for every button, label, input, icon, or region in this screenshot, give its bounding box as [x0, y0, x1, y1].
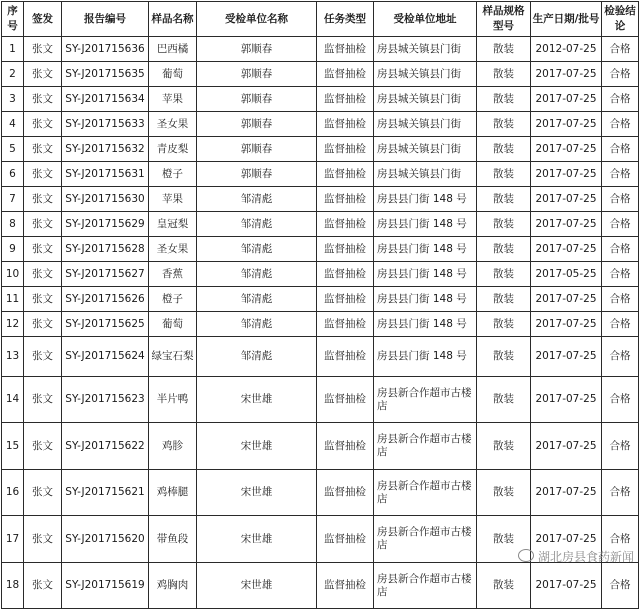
cell-sample: 圣女果: [149, 112, 197, 137]
cell-address: 房县县门街 148 号: [374, 212, 477, 237]
cell-spec: 散装: [477, 563, 531, 609]
cell-address: 房县县门街 148 号: [374, 312, 477, 337]
cell-issuer: 张文: [24, 212, 62, 237]
header-address: 受检单位地址: [374, 2, 477, 37]
cell-no: 5: [2, 137, 24, 162]
cell-date: 2017-07-25: [531, 237, 602, 262]
cell-address: 房县城关镇县门街: [374, 87, 477, 112]
cell-issuer: 张文: [24, 37, 62, 62]
cell-unit: 宋世雄: [197, 563, 317, 609]
cell-task: 监督抽检: [317, 187, 374, 212]
cell-report-id: SY-J201715636: [62, 37, 149, 62]
cell-no: 1: [2, 37, 24, 62]
cell-result: 合格: [602, 187, 639, 212]
cell-report-id: SY-J201715635: [62, 62, 149, 87]
cell-report-id: SY-J201715625: [62, 312, 149, 337]
cell-unit: 宋世雄: [197, 377, 317, 423]
cell-sample: 苹果: [149, 187, 197, 212]
cell-sample: 鸡棒腿: [149, 470, 197, 516]
cell-address: 房县新合作超市古楼店: [374, 516, 477, 563]
cell-unit: 郭顺春: [197, 62, 317, 87]
cell-result: 合格: [602, 112, 639, 137]
cell-unit: 宋世雄: [197, 470, 317, 516]
watermark: [518, 548, 634, 565]
cell-sample: 皇冠梨: [149, 212, 197, 237]
header-task: 任务类型: [317, 2, 374, 37]
cell-address: 房县县门街 148 号: [374, 237, 477, 262]
cell-unit: 邹清彪: [197, 262, 317, 287]
cell-spec: 散装: [477, 337, 531, 377]
cell-sample: 带鱼段: [149, 516, 197, 563]
cell-report-id: SY-J201715621: [62, 470, 149, 516]
header-spec: 样品规格型号: [477, 2, 531, 37]
wechat-icon: [518, 549, 534, 562]
cell-result: 合格: [602, 287, 639, 312]
cell-task: 监督抽检: [317, 237, 374, 262]
cell-result: 合格: [602, 337, 639, 377]
table-row: [2, 337, 639, 377]
header-report-id: 报告编号: [62, 2, 149, 37]
cell-date: 2017-07-25: [531, 516, 602, 563]
cell-result: 合格: [602, 87, 639, 112]
cell-address: 房县城关镇县门街: [374, 162, 477, 187]
cell-no: 3: [2, 87, 24, 112]
cell-result: 合格: [602, 137, 639, 162]
cell-spec: 散装: [477, 137, 531, 162]
cell-sample: 苹果: [149, 87, 197, 112]
cell-no: 8: [2, 212, 24, 237]
cell-sample: 橙子: [149, 287, 197, 312]
cell-report-id: SY-J201715619: [62, 563, 149, 609]
table-row: [2, 62, 639, 87]
cell-no: 10: [2, 262, 24, 287]
cell-sample: 半片鸭: [149, 377, 197, 423]
cell-unit: 宋世雄: [197, 423, 317, 470]
cell-result: 合格: [602, 516, 639, 563]
cell-task: 监督抽检: [317, 377, 374, 423]
cell-sample: 葡萄: [149, 312, 197, 337]
table-row: [2, 87, 639, 112]
cell-spec: 散装: [477, 187, 531, 212]
cell-report-id: SY-J201715632: [62, 137, 149, 162]
cell-address: 房县城关镇县门街: [374, 37, 477, 62]
table-row: [2, 377, 639, 423]
table-row: [2, 237, 639, 262]
cell-unit: 邹清彪: [197, 187, 317, 212]
cell-report-id: SY-J201715622: [62, 423, 149, 470]
cell-task: 监督抽检: [317, 287, 374, 312]
cell-issuer: 张文: [24, 237, 62, 262]
table-row: [2, 262, 639, 287]
cell-address: 房县城关镇县门街: [374, 137, 477, 162]
cell-issuer: 张文: [24, 137, 62, 162]
cell-unit: 郭顺春: [197, 37, 317, 62]
cell-issuer: 张文: [24, 187, 62, 212]
cell-address: 房县新合作超市古楼店: [374, 470, 477, 516]
cell-unit: 邹清彪: [197, 337, 317, 377]
cell-result: 合格: [602, 262, 639, 287]
table-row: [2, 287, 639, 312]
cell-issuer: 张文: [24, 62, 62, 87]
cell-address: 房县县门街 148 号: [374, 337, 477, 377]
cell-address: 房县城关镇县门街: [374, 62, 477, 87]
cell-result: 合格: [602, 470, 639, 516]
header-unit: 受检单位名称: [197, 2, 317, 37]
table-row: [2, 37, 639, 62]
table-row: [2, 312, 639, 337]
cell-unit: 郭顺春: [197, 87, 317, 112]
table-row: [2, 470, 639, 516]
table-row: [2, 137, 639, 162]
cell-report-id: SY-J201715627: [62, 262, 149, 287]
header-no: 序号: [2, 2, 24, 37]
cell-date: 2017-07-25: [531, 337, 602, 377]
cell-report-id: SY-J201715626: [62, 287, 149, 312]
cell-no: 7: [2, 187, 24, 212]
cell-no: 2: [2, 62, 24, 87]
cell-date: 2017-07-25: [531, 470, 602, 516]
cell-spec: 散装: [477, 516, 531, 563]
cell-task: 监督抽检: [317, 563, 374, 609]
cell-spec: 散装: [477, 470, 531, 516]
cell-task: 监督抽检: [317, 470, 374, 516]
cell-result: 合格: [602, 377, 639, 423]
cell-report-id: SY-J201715631: [62, 162, 149, 187]
cell-report-id: SY-J201715623: [62, 377, 149, 423]
cell-spec: 散装: [477, 312, 531, 337]
cell-no: 18: [2, 563, 24, 609]
cell-issuer: 张文: [24, 262, 62, 287]
cell-unit: 郭顺春: [197, 137, 317, 162]
cell-address: 房县县门街 148 号: [374, 287, 477, 312]
cell-date: 2017-07-25: [531, 162, 602, 187]
cell-sample: 巴西橘: [149, 37, 197, 62]
cell-no: 16: [2, 470, 24, 516]
cell-result: 合格: [602, 312, 639, 337]
cell-no: 9: [2, 237, 24, 262]
table-row: [2, 187, 639, 212]
cell-issuer: 张文: [24, 516, 62, 563]
cell-sample: 香蕉: [149, 262, 197, 287]
cell-date: 2017-07-25: [531, 187, 602, 212]
cell-spec: 散装: [477, 262, 531, 287]
cell-date: 2017-07-25: [531, 87, 602, 112]
cell-no: 6: [2, 162, 24, 187]
inspection-results-table: [1, 1, 639, 609]
cell-issuer: 张文: [24, 423, 62, 470]
header-sample: 样品名称: [149, 2, 197, 37]
cell-address: 房县城关镇县门街: [374, 112, 477, 137]
cell-result: 合格: [602, 237, 639, 262]
cell-issuer: 张文: [24, 470, 62, 516]
cell-task: 监督抽检: [317, 312, 374, 337]
cell-sample: 圣女果: [149, 237, 197, 262]
table-row: [2, 112, 639, 137]
cell-sample: 绿宝石梨: [149, 337, 197, 377]
cell-unit: 郭顺春: [197, 112, 317, 137]
cell-issuer: 张文: [24, 87, 62, 112]
cell-spec: 散装: [477, 37, 531, 62]
cell-spec: 散装: [477, 287, 531, 312]
cell-issuer: 张文: [24, 162, 62, 187]
cell-address: 房县县门街 148 号: [374, 262, 477, 287]
cell-date: 2017-07-25: [531, 312, 602, 337]
header-result: 检验结论: [602, 2, 639, 37]
cell-result: 合格: [602, 563, 639, 609]
cell-report-id: SY-J201715633: [62, 112, 149, 137]
cell-no: 13: [2, 337, 24, 377]
cell-task: 监督抽检: [317, 337, 374, 377]
cell-task: 监督抽检: [317, 37, 374, 62]
cell-address: 房县新合作超市古楼店: [374, 377, 477, 423]
cell-issuer: 张文: [24, 312, 62, 337]
cell-unit: 邹清彪: [197, 312, 317, 337]
cell-result: 合格: [602, 162, 639, 187]
table-header-row: [2, 2, 639, 37]
cell-task: 监督抽检: [317, 423, 374, 470]
cell-no: 15: [2, 423, 24, 470]
cell-task: 监督抽检: [317, 516, 374, 563]
cell-sample: 鸡胸肉: [149, 563, 197, 609]
cell-result: 合格: [602, 62, 639, 87]
cell-sample: 葡萄: [149, 62, 197, 87]
cell-issuer: 张文: [24, 112, 62, 137]
cell-spec: 散装: [477, 377, 531, 423]
cell-result: 合格: [602, 212, 639, 237]
cell-spec: 散装: [477, 87, 531, 112]
cell-issuer: 张文: [24, 563, 62, 609]
cell-date: 2012-07-25: [531, 37, 602, 62]
cell-address: 房县新合作超市古楼店: [374, 563, 477, 609]
header-date: 生产日期/批号: [531, 2, 602, 37]
cell-sample: 橙子: [149, 162, 197, 187]
cell-result: 合格: [602, 423, 639, 470]
cell-task: 监督抽检: [317, 137, 374, 162]
cell-spec: 散装: [477, 62, 531, 87]
cell-report-id: SY-J201715629: [62, 212, 149, 237]
cell-no: 17: [2, 516, 24, 563]
cell-no: 14: [2, 377, 24, 423]
cell-task: 监督抽检: [317, 87, 374, 112]
cell-spec: 散装: [477, 212, 531, 237]
cell-date: 2017-07-25: [531, 423, 602, 470]
cell-sample: 青皮梨: [149, 137, 197, 162]
cell-task: 监督抽检: [317, 112, 374, 137]
cell-task: 监督抽检: [317, 62, 374, 87]
cell-unit: 邹清彪: [197, 287, 317, 312]
watermark-text: 湖北房县食药新闻: [537, 550, 634, 564]
cell-report-id: SY-J201715620: [62, 516, 149, 563]
cell-date: 2017-07-25: [531, 137, 602, 162]
cell-address: 房县县门街 148 号: [374, 187, 477, 212]
cell-issuer: 张文: [24, 287, 62, 312]
cell-report-id: SY-J201715630: [62, 187, 149, 212]
cell-task: 监督抽检: [317, 162, 374, 187]
cell-date: 2017-07-25: [531, 287, 602, 312]
header-issuer: 签发: [24, 2, 62, 37]
cell-task: 监督抽检: [317, 212, 374, 237]
cell-spec: 散装: [477, 112, 531, 137]
cell-unit: 邹清彪: [197, 237, 317, 262]
cell-issuer: 张文: [24, 377, 62, 423]
cell-date: 2017-05-25: [531, 262, 602, 287]
cell-issuer: 张文: [24, 337, 62, 377]
cell-spec: 散装: [477, 162, 531, 187]
cell-no: 4: [2, 112, 24, 137]
cell-date: 2017-07-25: [531, 377, 602, 423]
cell-report-id: SY-J201715634: [62, 87, 149, 112]
table-row: [2, 423, 639, 470]
cell-result: 合格: [602, 37, 639, 62]
table-row: [2, 563, 639, 609]
cell-date: 2017-07-25: [531, 212, 602, 237]
cell-unit: 宋世雄: [197, 516, 317, 563]
cell-no: 11: [2, 287, 24, 312]
cell-date: 2017-07-25: [531, 112, 602, 137]
cell-date: 2017-07-25: [531, 62, 602, 87]
cell-spec: 散装: [477, 423, 531, 470]
cell-sample: 鸡胗: [149, 423, 197, 470]
cell-spec: 散装: [477, 237, 531, 262]
cell-report-id: SY-J201715624: [62, 337, 149, 377]
cell-unit: 邹清彪: [197, 212, 317, 237]
cell-task: 监督抽检: [317, 262, 374, 287]
table-row: [2, 212, 639, 237]
cell-no: 12: [2, 312, 24, 337]
cell-unit: 郭顺春: [197, 162, 317, 187]
table-row: [2, 162, 639, 187]
cell-report-id: SY-J201715628: [62, 237, 149, 262]
cell-address: 房县新合作超市古楼店: [374, 423, 477, 470]
cell-date: 2017-07-25: [531, 563, 602, 609]
